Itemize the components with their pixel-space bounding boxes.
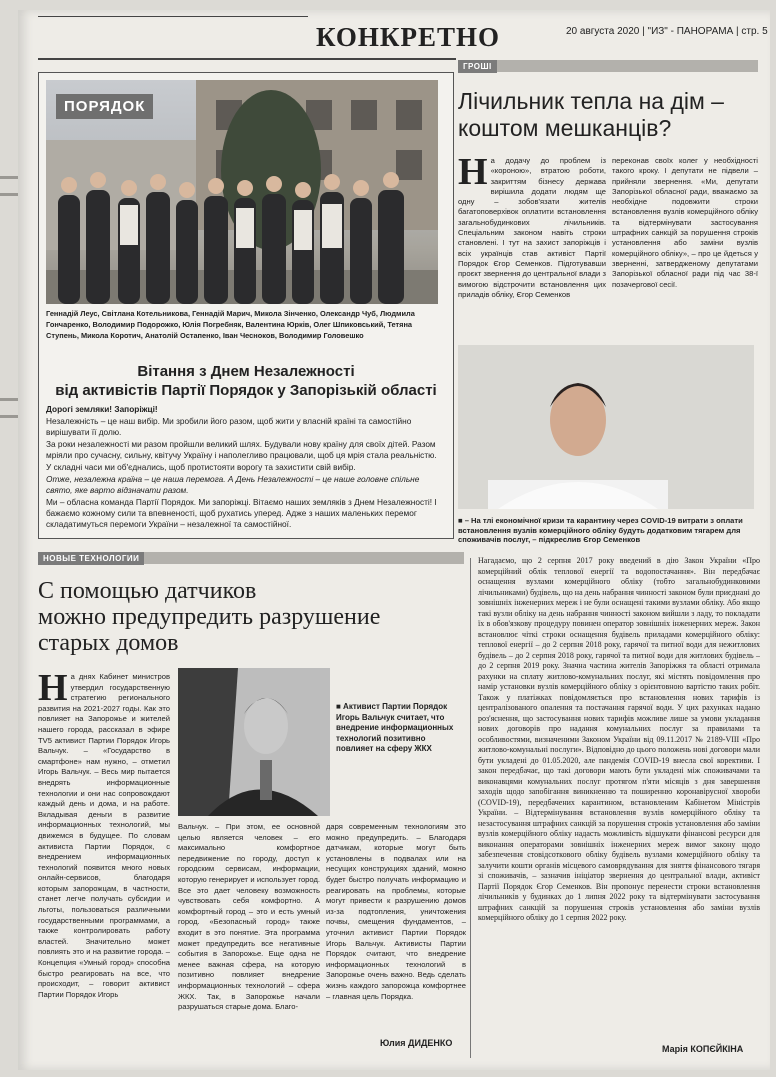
rubric-title: КОНКРЕТНО	[316, 22, 500, 52]
tech-headline-line2: можно предупредить разрушение	[38, 604, 381, 630]
money-col1-text: а додачу до проблем із «короною», втратою роботи, закриттям бізнесу держава вирішила додати людям ще одну – зобов'язати жителів багатоповерхівок оплатити встановлення загальнобудинкових лічильників. Спеціальним законом навіть строки становлені. І тут на захист запоріжців і всіх українців став активіст Партії Порядок Єгор Семенков. Підготувавши проєкт звернення до центральної влади з вимогою відстрочити встановлення цих приладів обліку, Єгор Семенков	[458, 156, 606, 299]
tech-tag: НОВЫЕ ТЕХНОЛОГИИ	[38, 552, 144, 565]
money-headline-line1: Лічильник тепла на дім –	[458, 88, 724, 114]
tech-dropcap: Н	[38, 672, 68, 709]
greeting-title-line1: Вітання з Днем Незалежності	[137, 363, 355, 380]
semenkov-caption: ■ – На тлі економічної кризи та карантину через COVID-19 витрати з оплати встановлення вузлів комерційного обліку будуть додатковим тягарем для споживачів послуг, – підкреслив Єгор Семенков	[458, 516, 743, 544]
masthead-rule	[38, 58, 456, 60]
column-divider	[470, 558, 471, 1058]
money-column-2: переконав своїх колег у необхідності такого кроку. І депутати не підвели – прийняли звернення. «Ми, депутати Запорізької обласної ради, вважаємо за необхідне подовжити строки встановлення вузлів комерційного обліку та відтермінувати застосування штрафних санкцій за порушення строків установлення або заміни вузлів комерційного обліку», – про це йдеться у зверненні, затвердженому депутатами Запорізької обласної ради під час 38-ї позачергової сесії.	[612, 156, 758, 289]
money-tag-bar	[458, 60, 758, 72]
tech-headline-line1: С помощью датчиков	[38, 578, 257, 604]
greeting-title-line2: від активістів Партії Порядок у Запорізькій області	[55, 382, 437, 399]
issue-line: 20 августа 2020 | "ИЗ" - ПАНОРАМА | стр. 5	[566, 26, 768, 37]
tech-column-2: Вальчук. – При этом, ее основной целью является человек – его максимально комфортное передвижение по городу, доступ к городским сервисам, информации, которую генерирует и использует город. Все это дает человеку возможность чувствовать себя комфортно. А комфортный город – это и есть умный город. «Безопасный город» также входит в это понятие. Эта программа может предупредить все негативные события в Запорожье. Еще одна не менее важная сфера, на которую позитивно повлияет внедрение информационных технологий – сфера ЖКХ. Так, в Запорожье начали разрушаться старые дома. Благо-	[178, 822, 320, 1012]
greeting-paragraph: Ми – обласна команда Партії Порядок. Ми запоріжці. Вітаємо наших земляків з Днем Незалежності! І бажаємо кожному сили та впевненості, щоб рухатись уперед. Адже з наших маленьких перемог складатимуться перемоги України – незалежної та самостійної.	[46, 497, 437, 529]
greeting-body	[46, 404, 448, 531]
money-author: Марія КОПЄЙКІНА	[662, 1044, 744, 1054]
tech-column-3: даря современным технологиям это можно предупредить. – Благодаря датчикам, которые могут быть установлены в подвалах или на несущих конструкциях зданий, можно будет быстро получать информацию и реагировать на проблемы, которые могут привести к разрушению домов из-за подтопления, уничтожения почвы, смещения фундаментов, – уточнил активист Партии Порядок Игорь Вальчук. Активисты Партии Порядок считают, что внедрение информационных технологий в Запорожье очень важно. Ведь сделать жизнь каждого запорожца комфортнее – главная цель Порядка.	[326, 822, 466, 1001]
semenkov-photo	[458, 345, 754, 509]
tech-headline	[38, 578, 468, 656]
money-dropcap: Н	[458, 156, 488, 193]
tech-col1-text: а днях Кабинет министров утвердил государственную стратегию регионального развития на 2021-2027 годы. Как это повлияет на Запорожье и жителей нашего города, рассказал в эфире TV5 активист Партии Порядок Игорь Вальчук. – «Государство в смартфоне» нам нужно, – отметил Игорь Вальчук. – Весь мир пытается внедрять информационные технологии и они нас сопровождают каждый день и дома, и на работе. Вкладывая деньги в развитие информационных технологий, мы движемся в будущее. По словам активиста Партии Порядок, с внедрением информационных технологий появится много новых онлайн-сервисов, благодаря которым запорожцам, в частности, станет легче получать субсидии и льготы, пользоваться различными государственными программами, а также контролировать работу властей. Значительно может повлиять это и на развитие города. – Концепция «Умный город» способна быстро реагировать на все, что происходит, – говорит активист Партии Порядок Игорь	[38, 672, 170, 999]
tech-column-1	[38, 672, 170, 1052]
valchuk-caption: ■ Активист Партии Порядок Игорь Вальчук считает, что внедрение информационных технологий позитивно повлияет на сферу ЖКХ	[336, 702, 454, 753]
money-headline	[458, 88, 758, 142]
group-photo-names: Геннадій Леус, Світлана Котельникова, Геннадій Марич, Микола Зінченко, Олександр Чуб, Людмила Гончаренко, Володимир Подорожко, Юлія Погребняк, Валентина Юрків, Олег Шпиковський, Тетяна Ступень, Микола Коротич, Анатолій Остапенко, Іван Чесноков, Володимир Головешко	[46, 309, 415, 340]
top-rule	[38, 16, 308, 17]
newspaper-page	[18, 10, 770, 1070]
money-body: Нагадаємо, що 2 серпня 2017 року введений в дію Закон України «Про комерційний облік теплової енергії та водопостачання». Він передбачає оснащення вузлами комерційного обліку (тобто загальнобудинковими лічильниками) будівель, що на день набрання чинності законом були приєднані до зовнішніх інженерних мереж і не були оснащені такими вузлами обліку. Або якщо такі вузли обліку на день набрання чинності законом вийшли з ладу, то покладати їх в обов'язкову процедуру повинен оператор зовнішніх інженерних мереж. Закон встановлює чіткі строки оснащення будівель приладами комерційного обліку: теплової енергії – до 2 серпня 2018 року, гарячої та питної води для нежитлових будівель – до 2 серпня 2018 року, гарячої та питної води для житлових будівель – до 2 серпня 2019 року. Значна частина жителів Запоріжжя та області отримала рахунки на сплату житлово-комунальних послуг, які містять повідомлення про намір установки вузлів комерційного обліку з орієнтовною вартістю таких робіт. Також у платіжках повідомляється про встановлення нових тарифів із централізованого опалення та постачання гарячої води. У цих рахунках надано роз'яснення, що застосування нових тарифів можливе лише за умови укладання нових договорів про надання комунальних послуг за правилами та особливостями, визначеними Законом України від 09.11.2017 № 2189-VIII «Про житлово-комунальні послуги». Відповідно до цього положень нові договори мали бути укладені до 01.05.2020, але пандемія COVID-19 внесла свої корективи. І закон передбачає, що такі договори мають бути укладені між споживачами та виконавцями комунальних послуг протягом п'яти місяців з дня завершення заходів щодо запобігання виникненню та поширенню коронавірусної хвороби (COVID-19), передбачених карантином, встановленим Кабінетом Міністрів України. – Відтермінування встановлення вузлів комерційного обліку та незастосування штрафних санкцій за порушення строків установлення або заміни вузлів комерційного обліку надасть можливість відшукати фінансові ресурси для виконання операторами зовнішніх інженерних мереж вимог закону щодо забезпечення стовідсоткового обліку будівель вузлами комерційного обліку та залучити кошти органів місцевого самоврядування для зняття фінансового тягаря зі споживачів, – зазначив ініціатор звернення до центральної влади, активіст Партії Порядок Єгор Семенков. Він пропонує перенести строки встановлення лічильників у будинках до 1 липня 2022 року та відтермінувати застосування штрафних санкцій за порушення строків установлення або заміни вузлів комерційного обліку до 1 серпня 2022 року.	[478, 556, 760, 922]
greeting-title	[48, 362, 444, 400]
money-headline-line2: коштом мешканців?	[458, 115, 672, 141]
tech-author: Юлия ДИДЕНКО	[380, 1038, 453, 1048]
greeting-paragraph: Дорогі земляки! Запоріжці!	[46, 404, 158, 414]
greeting-paragraph: Незалежність – це наш вибір. Ми зробили його разом, щоб жити у власній країні та самостійно вирішувати її долю.	[46, 416, 412, 437]
money-tag: ГРОШІ	[458, 60, 497, 73]
money-column-1	[458, 156, 606, 344]
group-photo	[46, 80, 438, 304]
tech-headline-line3: старых домов	[38, 630, 179, 656]
semenkov-portrait	[458, 345, 754, 509]
valchuk-portrait	[178, 668, 330, 816]
greeting-paragraph: За роки незалежності ми разом пройшли великий шлях. Будували нову країну для своїх дітей. Разом мріяли про сучасну, сильну, квітучу Україну і наполегливо працювали, щоб ця мрія стала реальністю.	[46, 439, 437, 460]
greeting-paragraph: У складні часи ми об'єднались, щоб протистояти ворогу та захистити свій вибір.	[46, 462, 356, 472]
party-logo: ПОРЯДОК	[56, 94, 153, 119]
valchuk-photo	[178, 668, 330, 816]
greeting-paragraph: Отже, незалежна країна – це наша перемога. А День Незалежності – це наше головне спільне свято, яке варто відзначати разом.	[46, 474, 420, 495]
